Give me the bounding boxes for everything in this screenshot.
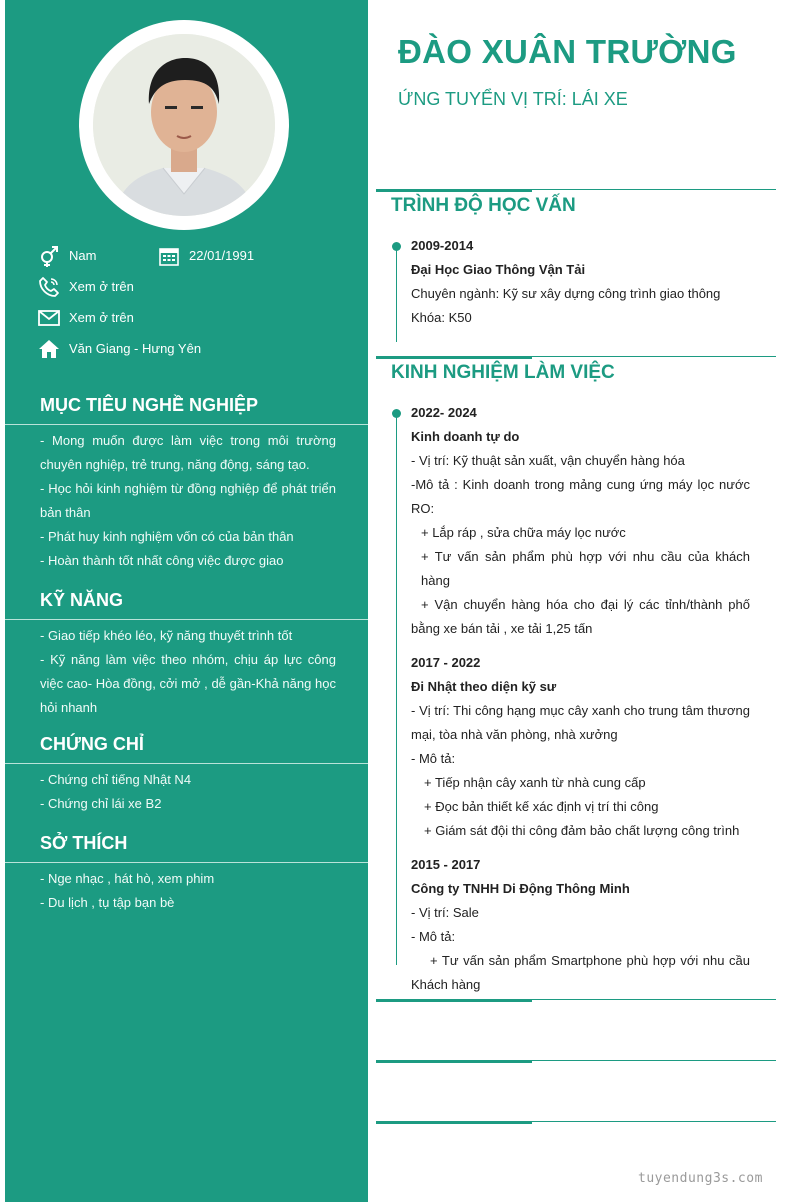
skills-divider <box>5 619 368 620</box>
certificate-item: - Chứng chỉ tiếng Nhật N4 <box>40 772 192 787</box>
birthdate-row <box>158 246 254 266</box>
skills-item: - Kỹ năng làm việc theo nhóm, chịu áp lực công việc cao- Hòa đồng, cởi mở , dễ gần-Khả năng học hỏi nhanh <box>40 652 336 715</box>
empty-section-accent <box>376 999 532 1002</box>
phone-text: Xem ở trên <box>69 279 134 294</box>
experience-block <box>411 401 750 997</box>
job-company: Công ty TNHH Di Động Thông Minh <box>411 881 630 896</box>
education-period: 2009-2014 <box>411 238 474 253</box>
home-icon <box>38 339 60 359</box>
hobby-item: - Du lịch , tụ tập bạn bè <box>40 895 175 910</box>
applied-position: ỨNG TUYỂN VỊ TRÍ: LÁI XE <box>398 89 628 109</box>
email-icon <box>38 308 60 328</box>
education-school: Đại Học Giao Thông Vận Tải <box>411 262 586 277</box>
skills-item: - Giao tiếp khéo léo, kỹ năng thuyết trình tốt <box>40 628 293 643</box>
objective-item: - Hoàn thành tốt nhất công việc được giao <box>40 553 284 568</box>
education-course: Khóa: K50 <box>411 310 472 325</box>
certificates-list <box>40 768 336 816</box>
experience-top-accent <box>376 356 532 359</box>
certificate-item: - Chứng chỉ lái xe B2 <box>40 796 162 811</box>
calendar-icon <box>158 246 180 266</box>
email-text: Xem ở trên <box>69 310 134 325</box>
email-row <box>38 308 134 328</box>
objective-divider <box>5 424 368 425</box>
sidebar <box>5 0 368 1202</box>
experience-timeline <box>396 413 397 965</box>
objective-item: - Học hỏi kinh nghiệm từ đồng nghiệp để phát triển bản thân <box>40 481 336 520</box>
education-top-accent <box>376 189 532 192</box>
gender-row <box>38 246 96 266</box>
education-block <box>411 234 750 330</box>
job-line: - Vị trí: Sale <box>411 905 479 920</box>
job-line: + Vận chuyển hàng hóa cho đại lý các tỉnh/thành phố bằng xe bán tải , xe tải 1,25 tấn <box>411 597 750 636</box>
empty-section-accent <box>376 1121 532 1124</box>
job-period: 2017 - 2022 <box>411 655 481 670</box>
job-line: - Vị trí: Kỹ thuật sản xuất, vận chuyển hàng hóa <box>411 453 685 468</box>
address-text: Văn Giang - Hưng Yên <box>69 341 202 356</box>
profile-photo <box>93 34 275 216</box>
education-timeline-dot <box>392 242 401 251</box>
objective-list <box>40 429 336 573</box>
hobby-item: - Nge nhạc , hát hò, xem phim <box>40 871 215 886</box>
job-line: - Mô tả: <box>411 929 456 944</box>
phone-row <box>38 277 134 297</box>
candidate-name: ĐÀO XUÂN TRƯỜNG <box>398 33 737 70</box>
phone-icon <box>38 277 60 297</box>
job-line: + Giám sát đội thi công đảm bảo chất lượng công trình <box>424 823 740 838</box>
objective-item: - Mong muốn được làm việc trong môi trường chuyên nghiệp, trẻ trung, năng động, sáng tạo. <box>40 433 336 472</box>
education-title: TRÌNH ĐỘ HỌC VẤN <box>391 195 576 216</box>
hobbies-divider <box>5 862 368 863</box>
job-line: + Đọc bản thiết kế xác định vị trí thi công <box>424 799 659 814</box>
job-company: Đi Nhật theo diện kỹ sư <box>411 679 557 694</box>
skills-list <box>40 624 336 720</box>
avatar <box>93 34 275 216</box>
skills-title: KỸ NĂNG <box>40 590 124 610</box>
job-line: - Vị trí: Thi công hạng mục cây xanh cho trung tâm thương mại, tòa nhà văn phòng, nhà xưởng <box>411 703 750 742</box>
job-line: + Lắp ráp , sửa chữa máy lọc nước <box>421 525 626 540</box>
hobbies-list <box>40 867 336 915</box>
gender-icon <box>38 246 60 266</box>
watermark: tuyendung3s.com <box>638 1171 763 1186</box>
certificates-divider <box>5 763 368 764</box>
job-period: 2022- 2024 <box>411 405 477 420</box>
job-line: -Mô tả : Kinh doanh trong mảng cung ứng máy lọc nước RO: <box>411 477 750 516</box>
education-major: Chuyên ngành: Kỹ sư xây dựng công trình giao thông <box>411 286 721 301</box>
gender-text: Nam <box>69 248 97 263</box>
job-period: 2015 - 2017 <box>411 857 481 872</box>
objective-title: MỤC TIÊU NGHỀ NGHIỆP <box>40 395 259 415</box>
empty-section-accent <box>376 1060 532 1063</box>
job-company: Kinh doanh tự do <box>411 429 520 444</box>
address-row <box>38 339 201 359</box>
education-timeline <box>396 246 397 342</box>
job-line: + Tư vấn sản phẩm phù hợp với nhu cầu của khách hàng <box>421 549 750 588</box>
hobbies-title: SỞ THÍCH <box>40 833 128 853</box>
objective-item: - Phát huy kinh nghiệm vốn có của bản thân <box>40 529 294 544</box>
birthdate-text: 22/01/1991 <box>189 248 255 263</box>
experience-timeline-dot <box>392 409 401 418</box>
job-line: + Tư vấn sản phẩm Smartphone phù hợp với nhu cầu Khách hàng <box>411 953 750 992</box>
experience-title: KINH NGHIỆM LÀM VIỆC <box>391 362 615 383</box>
job-line: - Mô tả: <box>411 751 456 766</box>
job-line: + Tiếp nhận cây xanh từ nhà cung cấp <box>424 775 646 790</box>
avatar-ring <box>79 20 289 230</box>
certificates-title: CHỨNG CHỈ <box>40 734 144 754</box>
